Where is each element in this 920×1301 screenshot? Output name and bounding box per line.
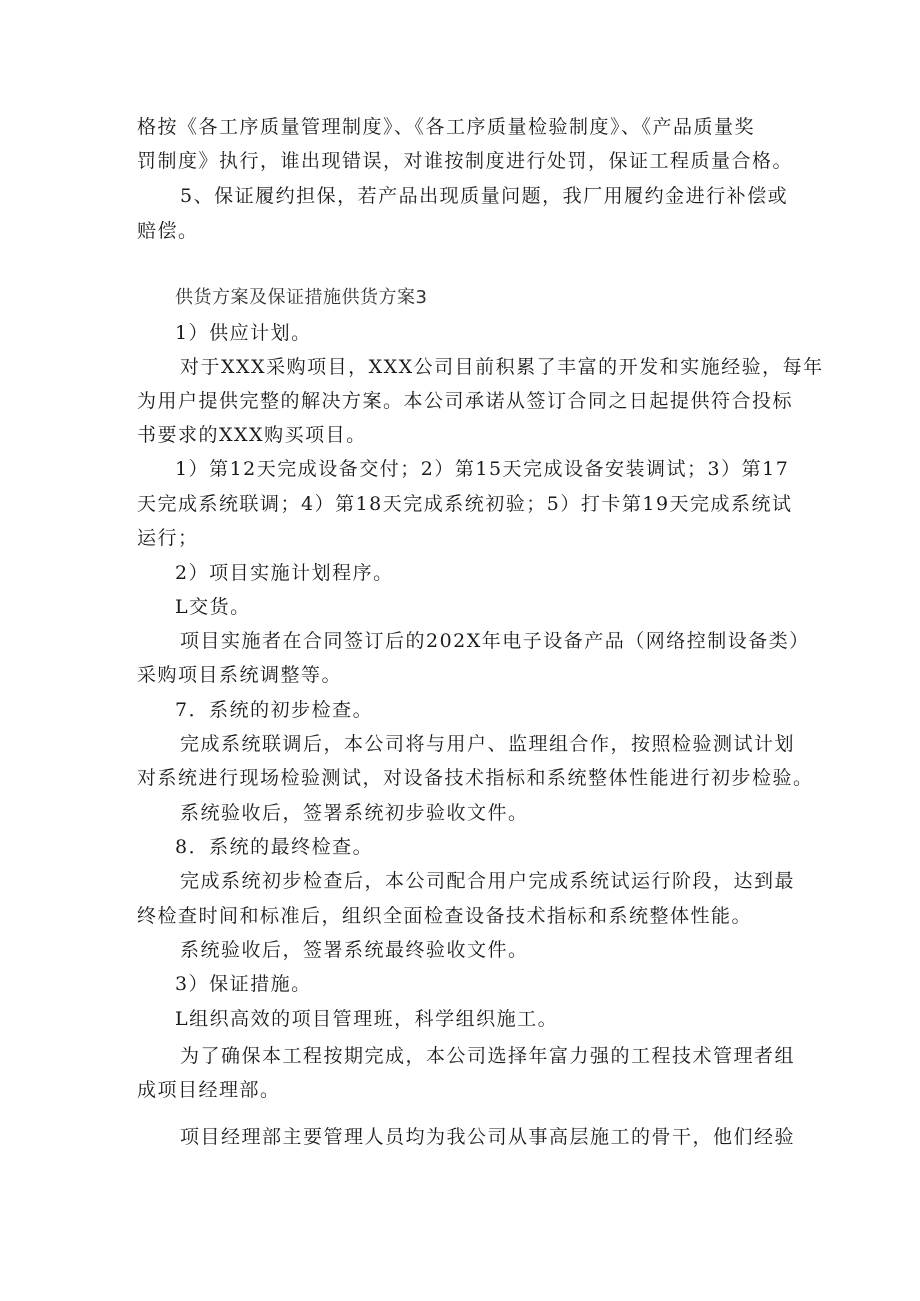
text-line: L交货。 bbox=[175, 596, 251, 618]
text-line: 采购项目系统调整等。 bbox=[137, 664, 343, 686]
text-line: 系统验收后，签署系统初步验收文件。 bbox=[180, 802, 529, 824]
text-line: 完成系统联调后，本公司将与用户、监理组合作，按照检验测试计划 bbox=[180, 733, 796, 755]
text-line: 对于XXX采购项目，XXX公司目前积累了丰富的开发和实施经验，每年 bbox=[180, 356, 824, 378]
text-line: 为了确保本工程按期完成，本公司选择年富力强的工程技术管理者组 bbox=[180, 1045, 796, 1067]
text-line: 运行； bbox=[137, 527, 199, 549]
text-line: 5、保证履约担保，若产品出现质量问题，我厂用履约金进行补偿或 bbox=[180, 185, 789, 207]
text-line: 2）项目实施计划程序。 bbox=[175, 562, 394, 584]
text-line: 1）供应计划。 bbox=[175, 322, 312, 344]
text-line: L组织高效的项目管理班，科学组织施工。 bbox=[175, 1008, 559, 1030]
text-line: 7．系统的初步检查。 bbox=[175, 699, 374, 721]
text-line: 终检查时间和标准后，组织全面检查设备技术指标和系统整体性能。 bbox=[137, 905, 753, 927]
text-line: 项目实施者在合同签订后的202X年电子设备产品（网络控制设备类） bbox=[180, 630, 810, 652]
text-line: 系统验收后，签署系统最终验收文件。 bbox=[180, 939, 529, 961]
text-line: 天完成系统联调；4）第18天完成系统初验；5）打卡第19天完成系统试 bbox=[137, 493, 793, 515]
text-line: 8．系统的最终检查。 bbox=[175, 836, 374, 858]
text-line: 项目经理部主要管理人员均为我公司从事高层施工的骨干，他们经验 bbox=[180, 1126, 796, 1148]
text-line: 罚制度》执行，谁出现错误，对谁按制度进行处罚，保证工程质量合格。 bbox=[137, 150, 794, 172]
text-line: 格按《各工序质量管理制度》、《各工序质量检验制度》、《产品质量奖 bbox=[137, 116, 756, 138]
section-title: 供货方案及保证措施供货方案3 bbox=[175, 287, 428, 308]
text-line: 书要求的XXX购买项目。 bbox=[137, 424, 367, 446]
text-line: 为用户提供完整的解决方案。本公司承诺从签订合同之日起提供符合投标 bbox=[137, 390, 794, 412]
text-line: 完成系统初步检查后，本公司配合用户完成系统试运行阶段，达到最 bbox=[180, 870, 796, 892]
text-line: 3）保证措施。 bbox=[175, 973, 312, 995]
text-line: 赔偿。 bbox=[137, 220, 199, 242]
text-line: 对系统进行现场检验测试，对设备技术指标和系统整体性能进行初步检验。 bbox=[137, 767, 814, 789]
text-line: 成项目经理部。 bbox=[137, 1079, 281, 1101]
text-line: 1）第12天完成设备交付；2）第15天完成设备安装调试；3）第17 bbox=[175, 458, 790, 480]
